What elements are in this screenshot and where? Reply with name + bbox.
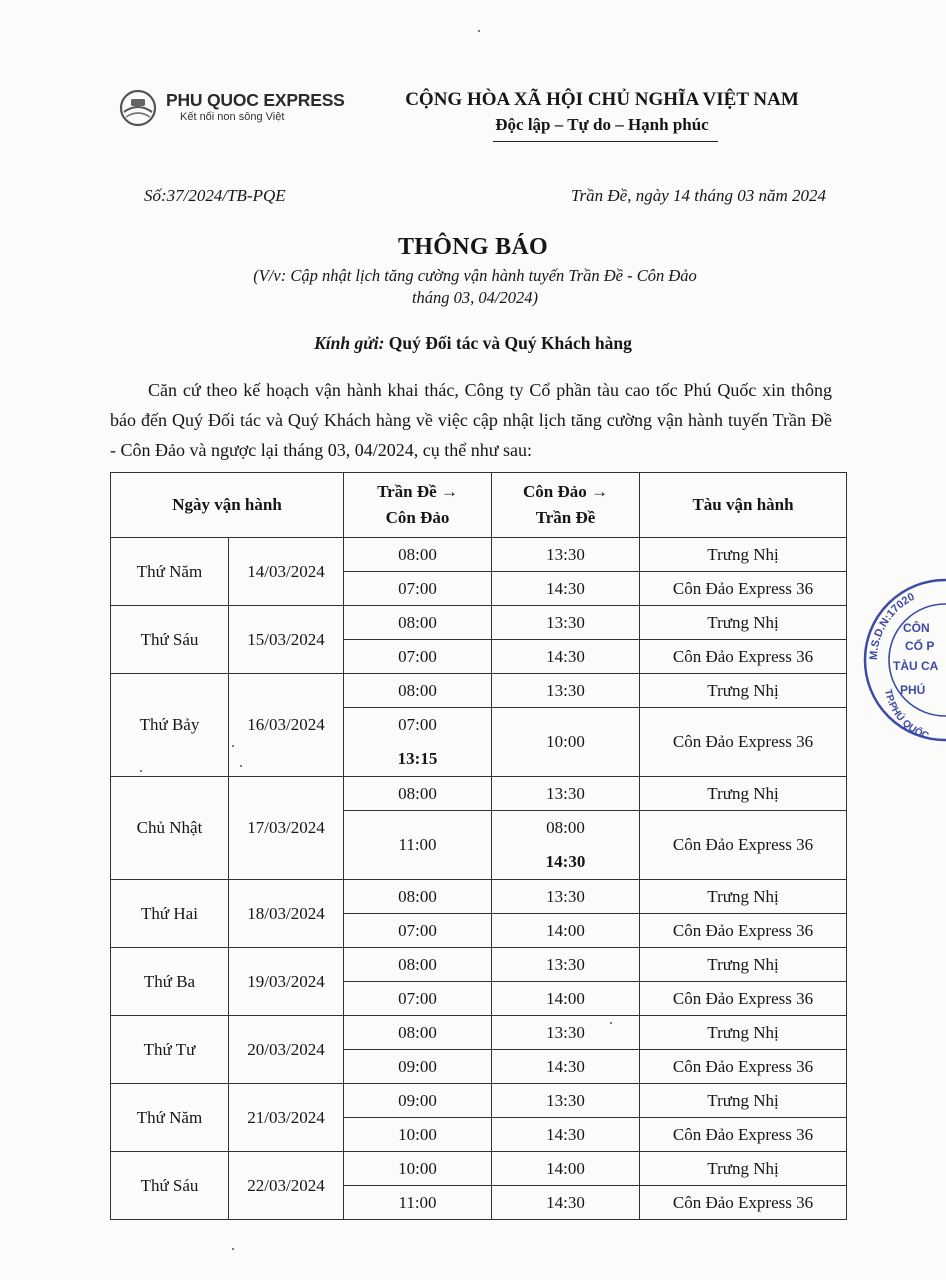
table-row [111, 1152, 847, 1186]
row-date: 21/03/2024 [229, 1084, 344, 1152]
company-logo [118, 88, 368, 138]
row-date: 19/03/2024 [229, 948, 344, 1016]
company-name: PHU QUOC EXPRESS [166, 90, 345, 110]
scan-speck [610, 1022, 612, 1024]
cd-time: 14:30 [492, 1118, 640, 1152]
cd-time: 13:30 [492, 674, 640, 708]
stamp-line-4: PHÚ [900, 683, 926, 697]
row-date: 15/03/2024 [229, 606, 344, 674]
cd-time: 14:00 [492, 982, 640, 1016]
salutation-recipient: Quý Đối tác và Quý Khách hàng [388, 333, 632, 353]
row-date: 17/03/2024 [229, 777, 344, 880]
table-header-row [111, 473, 847, 538]
cd-time-double [492, 811, 640, 880]
ship-name: Côn Đảo Express 36 [640, 708, 847, 777]
table-row [111, 538, 847, 572]
subject-line-1: (V/v: Cập nhật lịch tăng cường vận hành tuyến Trần Đề - Côn Đảo [253, 266, 697, 285]
ship-name: Trưng Nhị [640, 948, 847, 982]
row-day: Chủ Nhật [111, 777, 229, 880]
scan-speck [232, 1248, 234, 1250]
header-td-line2: Côn Đảo [385, 508, 450, 527]
cd-time: 13:30 [492, 948, 640, 982]
td-time: 08:00 [344, 777, 492, 811]
td-time: 08:00 [344, 1016, 492, 1050]
scan-speck [478, 30, 480, 32]
ship-name: Côn Đảo Express 36 [640, 1050, 847, 1084]
cd-time: 14:30 [492, 572, 640, 606]
row-day: Thứ Năm [111, 538, 229, 606]
ship-name: Côn Đảo Express 36 [640, 572, 847, 606]
ship-name: Côn Đảo Express 36 [640, 1118, 847, 1152]
td-time: 07:00 [344, 572, 492, 606]
body-paragraph: Căn cứ theo kế hoạch vận hành khai thác, Công ty Cổ phần tàu cao tốc Phú Quốc xin thông báo đến Quý Đối tác và Quý Khách hàng về việc cập nhật lịch tăng cường vận hành tuyến Trần Đề - Côn Đảo và ngược lại tháng 03, 04/2024, cụ thể như sau: [110, 380, 832, 460]
table-row [111, 880, 847, 914]
table-row [111, 948, 847, 982]
cd-time: 10:00 [492, 708, 640, 777]
cd-time: 14:30 [492, 640, 640, 674]
stamp-ring-bottom: TP.PHÚ QUỐC [881, 688, 931, 743]
logo-emblem-icon [118, 88, 158, 128]
cd-time: 13:30 [492, 777, 640, 811]
row-date: 14/03/2024 [229, 538, 344, 606]
ship-name: Trưng Nhị [640, 1084, 847, 1118]
header-cd-line2: Trần Đề [535, 508, 596, 527]
company-stamp [855, 570, 946, 750]
td-time: 07:00 [344, 914, 492, 948]
header-tran-de-con-dao [344, 473, 492, 538]
row-date: 18/03/2024 [229, 880, 344, 948]
td-time-double [344, 708, 492, 777]
cd-time-extra: 14:30 [545, 852, 586, 871]
td-time: 09:00 [344, 1084, 492, 1118]
row-day: Thứ Sáu [111, 606, 229, 674]
ship-name: Trưng Nhị [640, 880, 847, 914]
table-row [111, 1016, 847, 1050]
motto-underline [493, 141, 718, 142]
cd-time: 14:30 [492, 1050, 640, 1084]
row-day: Thứ Năm [111, 1084, 229, 1152]
ship-name: Côn Đảo Express 36 [640, 1186, 847, 1220]
td-time: 10:00 [344, 1118, 492, 1152]
document-subject [185, 265, 765, 309]
stamp-line-1: CÔN [903, 621, 930, 635]
document-title: THÔNG BÁO [397, 234, 549, 260]
table-row [111, 777, 847, 811]
stamp-line-3: TÀU CA [893, 659, 939, 673]
stamp-ring-text: M.S.D.N:17020 [867, 590, 917, 661]
subject-line-2: tháng 03, 04/2024) [411, 288, 539, 307]
scan-speck [232, 745, 234, 747]
td-time: 11:00 [344, 811, 492, 880]
td-time: 08:00 [344, 948, 492, 982]
table-row [111, 606, 847, 640]
salutation-label: Kính gửi: [314, 333, 385, 353]
ship-name: Trưng Nhị [640, 777, 847, 811]
scan-speck [140, 770, 142, 772]
ship-name: Trưng Nhị [640, 1016, 847, 1050]
td-time: 08:00 [344, 538, 492, 572]
national-motto: Độc lập – Tự do – Hạnh phúc [495, 115, 709, 134]
row-day: Thứ Sáu [111, 1152, 229, 1220]
row-date: 22/03/2024 [229, 1152, 344, 1220]
row-day: Thứ Bảy [111, 674, 229, 777]
cd-time: 08:00 [546, 818, 585, 837]
stamp-line-2: CỔ P [905, 639, 935, 653]
ship-name: Côn Đảo Express 36 [640, 640, 847, 674]
td-time: 07:00 [398, 715, 437, 734]
row-day: Thứ Ba [111, 948, 229, 1016]
place-date: Trần Đề, ngày 14 tháng 03 năm 2024 [571, 186, 826, 205]
national-title: CỘNG HÒA XÃ HỘI CHỦ NGHĨA VIỆT NAM [405, 89, 799, 110]
td-time: 09:00 [344, 1050, 492, 1084]
row-date: 16/03/2024 [229, 674, 344, 777]
ship-name: Trưng Nhị [640, 538, 847, 572]
table-row [111, 1084, 847, 1118]
cd-time: 13:30 [492, 880, 640, 914]
td-time: 08:00 [344, 880, 492, 914]
td-time-extra: 13:15 [397, 749, 438, 768]
header-td-line1: Trần Đề → [377, 482, 458, 501]
td-time: 07:00 [344, 982, 492, 1016]
cd-time: 14:00 [492, 914, 640, 948]
td-time: 08:00 [344, 606, 492, 640]
header-con-dao-tran-de [492, 473, 640, 538]
td-time: 10:00 [344, 1152, 492, 1186]
document-number: Số:37/2024/TB-PQE [144, 186, 286, 205]
salutation [0, 333, 946, 354]
td-time: 11:00 [344, 1186, 492, 1220]
table-row [111, 674, 847, 708]
header-ship: Tàu vận hành [640, 473, 847, 538]
row-day: Thứ Tư [111, 1016, 229, 1084]
ship-name: Côn Đảo Express 36 [640, 811, 847, 880]
ship-name: Trưng Nhị [640, 674, 847, 708]
td-time: 08:00 [344, 674, 492, 708]
schedule-table [110, 472, 847, 1220]
row-day: Thứ Hai [111, 880, 229, 948]
cd-time: 13:30 [492, 538, 640, 572]
ship-name: Trưng Nhị [640, 606, 847, 640]
ship-name: Trưng Nhị [640, 1152, 847, 1186]
row-date: 20/03/2024 [229, 1016, 344, 1084]
td-time: 07:00 [344, 640, 492, 674]
company-tagline: Kết nối non sông Việt [180, 111, 285, 123]
cd-time: 13:30 [492, 606, 640, 640]
scan-speck [240, 765, 242, 767]
ship-name: Côn Đảo Express 36 [640, 914, 847, 948]
cd-time: 14:00 [492, 1152, 640, 1186]
ship-name: Côn Đảo Express 36 [640, 982, 847, 1016]
cd-time: 13:30 [492, 1016, 640, 1050]
header-cd-line1: Côn Đảo → [523, 482, 609, 501]
cd-time: 13:30 [492, 1084, 640, 1118]
cd-time: 14:30 [492, 1186, 640, 1220]
header-date: Ngày vận hành [111, 473, 344, 538]
